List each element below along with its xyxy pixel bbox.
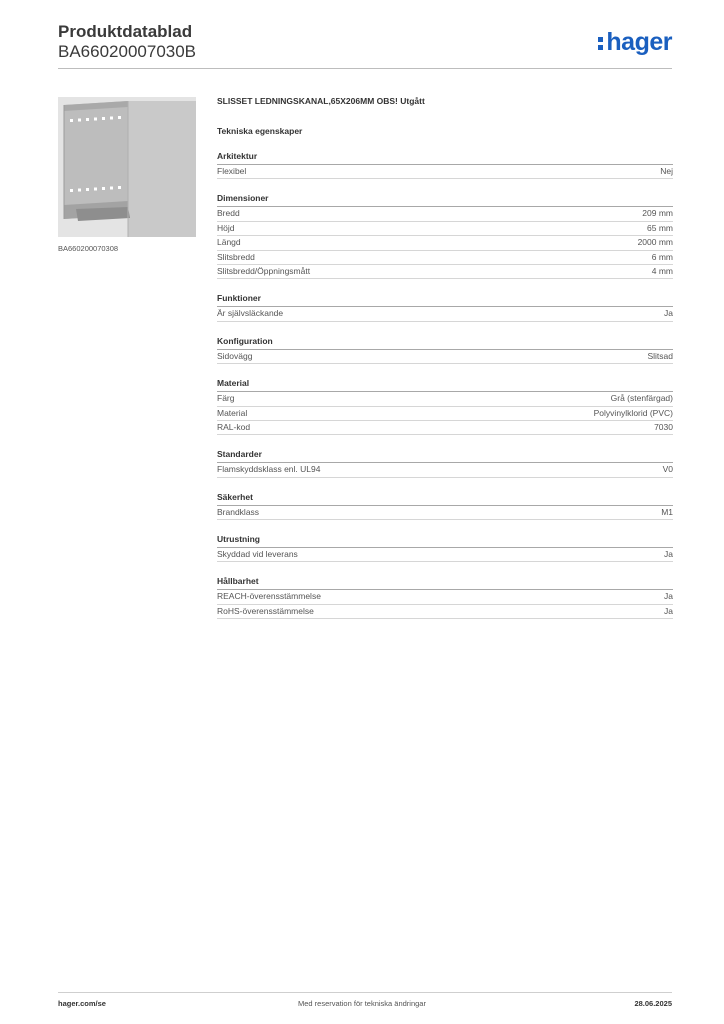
hager-logo[interactable] — [598, 28, 672, 56]
group-title: Konfiguration — [217, 335, 273, 346]
property-label: Brandklass — [217, 506, 260, 517]
property-label: Slitsbredd/Öppningsmått — [217, 265, 311, 276]
property-value: Ja — [664, 308, 673, 319]
property-row — [217, 421, 673, 435]
property-value: Polyvinylklorid (PVC) — [593, 407, 673, 418]
group-title: Funktioner — [217, 293, 261, 304]
property-label: Längd — [217, 237, 241, 248]
footer-divider — [58, 992, 672, 993]
property-row — [217, 605, 673, 619]
property-label: Flamskyddsklass enl. UL94 — [217, 464, 321, 475]
property-label: Bredd — [217, 208, 240, 219]
property-group — [217, 576, 673, 619]
property-label: REACH-överensstämmelse — [217, 591, 321, 602]
property-row — [217, 350, 673, 364]
property-group — [217, 492, 673, 520]
document-type-title: Produktdatablad — [58, 22, 193, 41]
property-row — [217, 392, 673, 406]
property-row — [217, 265, 673, 279]
image-caption: BA660200070308 — [58, 244, 119, 253]
property-row — [217, 506, 673, 520]
property-value: Ja — [664, 549, 673, 560]
property-row — [217, 207, 673, 221]
group-title: Dimensioner — [217, 193, 269, 204]
property-value: 209 mm — [642, 208, 673, 219]
property-label: Höjd — [217, 222, 235, 233]
property-label: RAL-kod — [217, 421, 251, 432]
property-group — [217, 293, 673, 321]
property-row — [217, 590, 673, 604]
property-value: Ja — [664, 591, 673, 602]
group-title: Hållbarhet — [217, 576, 259, 587]
property-row — [217, 236, 673, 250]
property-label: Slitsbredd — [217, 251, 255, 262]
logo-colon-icon — [598, 34, 604, 50]
logo-text: hager — [606, 28, 672, 56]
property-group — [217, 378, 673, 435]
group-title: Säkerhet — [217, 491, 253, 502]
property-label: Skyddad vid leverans — [217, 549, 298, 560]
property-row — [217, 307, 673, 321]
property-value: Grå (stenfärgad) — [610, 393, 673, 404]
header — [58, 22, 672, 70]
property-value: Nej — [660, 166, 673, 176]
product-details — [217, 96, 673, 633]
property-value: 2000 mm — [637, 237, 673, 248]
property-groups — [217, 151, 673, 619]
property-group — [217, 336, 673, 364]
header-divider — [58, 68, 672, 69]
property-value: 6 mm — [651, 251, 673, 262]
property-group — [217, 449, 673, 477]
property-value: 65 mm — [647, 222, 673, 233]
property-label: Är självsläckande — [217, 308, 284, 319]
property-row — [217, 165, 673, 179]
property-row — [217, 222, 673, 236]
group-title: Utrustning — [217, 534, 260, 545]
group-title: Material — [217, 378, 250, 389]
property-value: Ja — [664, 605, 673, 616]
group-title: Arkitektur — [217, 151, 258, 161]
group-title: Standarder — [217, 449, 262, 460]
property-group — [217, 151, 673, 179]
property-row — [217, 463, 673, 477]
section-heading: Tekniska egenskaper — [217, 126, 303, 136]
property-value: Slitsad — [647, 350, 673, 361]
property-value: 4 mm — [651, 265, 673, 276]
property-value: V0 — [662, 464, 673, 475]
footer-date: 28.06.2025 — [634, 999, 672, 1008]
property-label: Material — [217, 407, 248, 418]
property-row — [217, 548, 673, 562]
property-group — [217, 193, 673, 279]
product-title: SLISSET LEDNINGSKANAL,65X206MM OBS! Utgått — [217, 96, 425, 106]
property-value: M1 — [661, 506, 673, 517]
cable-trunking-illustration — [58, 97, 196, 237]
document-id: BA66020007030B — [58, 42, 197, 61]
footer-website-link[interactable]: hager.com/se — [58, 999, 106, 1008]
property-row — [217, 407, 673, 421]
property-value: 7030 — [654, 421, 673, 432]
property-group — [217, 534, 673, 562]
footer-disclaimer: Med reservation för tekniska ändringar — [298, 999, 426, 1008]
property-label: Sidovägg — [217, 350, 253, 361]
property-label: RoHS-överensstämmelse — [217, 605, 314, 616]
property-row — [217, 251, 673, 265]
product-image — [58, 97, 196, 237]
property-label: Färg — [217, 393, 235, 404]
property-label: Flexibel — [217, 166, 247, 176]
